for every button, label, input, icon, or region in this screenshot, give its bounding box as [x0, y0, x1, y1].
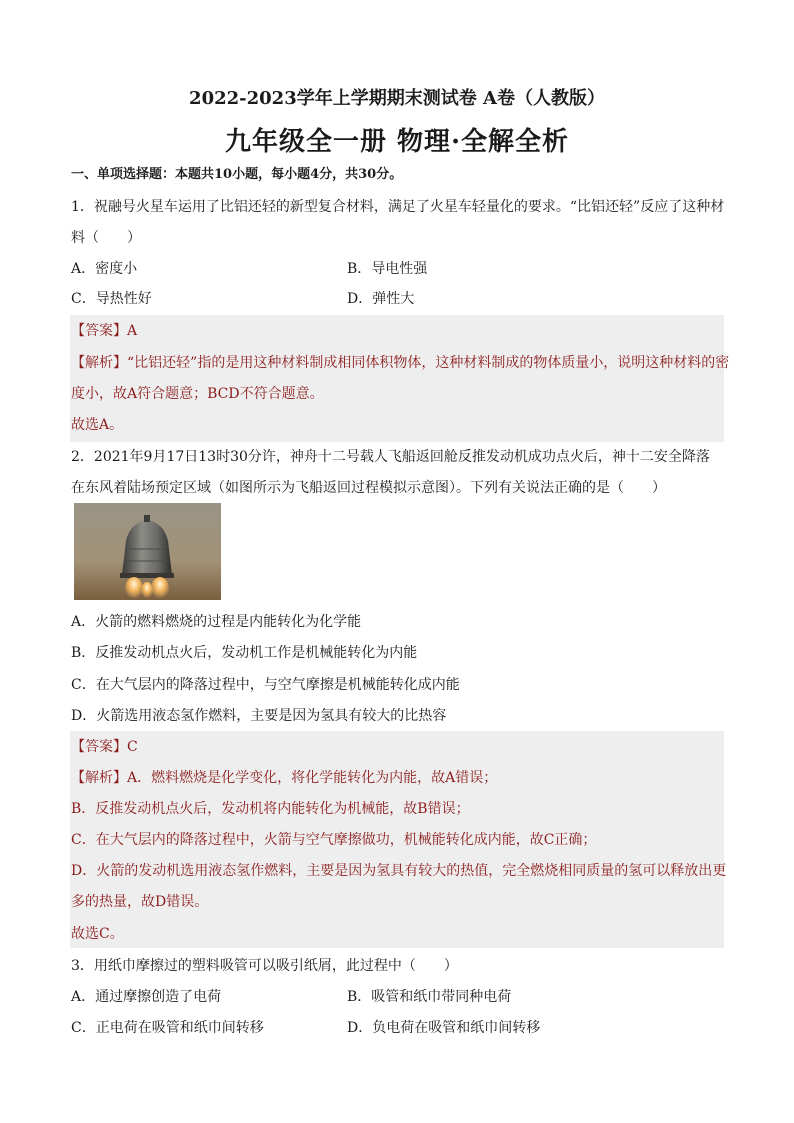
q3-option-d: D．负电荷在吸管和纸巾间转移	[347, 1020, 541, 1036]
exam-title: 2022-2023学年上学期期末测试卷 A卷（人教版）	[189, 88, 605, 109]
q2-analysis-line4: D．火箭的发动机选用液态氢作燃料，主要是因为氢具有较大的热值，完全燃烧相同质量的氢可以释放出更	[71, 863, 727, 879]
q2-option-a: A．火箭的燃料燃烧的过程是内能转化为化学能	[71, 614, 362, 630]
q3-option-b: B．吸管和纸巾带同种电荷	[347, 989, 512, 1005]
q3-option-c: C．正电荷在吸管和纸巾间转移	[71, 1020, 264, 1036]
q1-stem-line1: 1．祝融号火星车运用了比铝还轻的新型复合材料，满足了火星车轻量化的要求。“比铝还轻”反应了这种材	[71, 199, 725, 215]
section-heading: 一、单项选择题：本题共10小题，每小题4分，共30分。	[71, 167, 403, 182]
q2-stem-line2: 在东风着陆场预定区域（如图所示为飞船返回过程模拟示意图）。下列有关说法正确的是（ ）	[71, 480, 666, 496]
q2-stem-line1: 2．2021年9月17日13时30分许，神舟十二号载人飞船返回舱反推发动机成功点火后，神十二安全降落	[71, 449, 710, 465]
q1-analysis-tag: 【解析】	[71, 355, 127, 371]
q1-analysis-text: “比铝还轻”指的是用这种材料制成相同体积物体，这种材料制成的物体质量小，说明这种材料的密	[127, 355, 730, 371]
q2-option-d: D．火箭选用液态氢作燃料，主要是因为氢具有较大的比热容	[71, 708, 447, 724]
q1-option-d: D．弹性大	[347, 291, 415, 307]
q2-analysis-line2: B．反推发动机点火后，发动机将内能转化为机械能，故B错误；	[71, 801, 470, 817]
q2-analysis-line5: 多的热量，故D错误。	[71, 894, 209, 910]
q2-answer: 【答案】C	[71, 739, 138, 755]
q3-option-a: A．通过摩擦创造了电荷	[71, 989, 222, 1005]
q2-analysis-line3: C．在大气层内的降落过程中，火箭与空气摩擦做功，机械能转化成内能，故C正确；	[71, 832, 597, 848]
q1-option-a: A．密度小	[71, 261, 138, 277]
q2-analysis-text: A．燃料燃烧是化学变化，将化学能转化为内能，故A错误；	[127, 770, 498, 786]
q3-stem: 3．用纸巾摩擦过的塑料吸管可以吸引纸屑，此过程中（ ）	[71, 958, 458, 974]
spacecraft-capsule-image	[74, 503, 221, 600]
q1-analysis-line2: 度小，故A符合题意；BCD不符合题意。	[71, 386, 324, 402]
q1-analysis-line1	[71, 353, 730, 373]
q2-option-c: C．在大气层内的降落过程中，与空气摩擦是机械能转化成内能	[71, 677, 460, 693]
q2-analysis-line1	[71, 768, 725, 788]
q2-option-b: B．反推发动机点火后，发动机工作是机械能转化为内能	[71, 645, 418, 661]
q1-stem-line2: 料（ ）	[71, 230, 141, 246]
q2-conclusion: 故选C。	[71, 926, 124, 942]
q1-option-c: C．导热性好	[71, 291, 152, 307]
q2-analysis-tag: 【解析】	[71, 770, 127, 786]
q1-conclusion: 故选A。	[71, 417, 124, 433]
q1-answer: 【答案】A	[71, 323, 138, 339]
exam-subtitle: 九年级全一册 物理·全解全析	[224, 127, 570, 157]
q1-option-b: B．导电性强	[347, 261, 428, 277]
